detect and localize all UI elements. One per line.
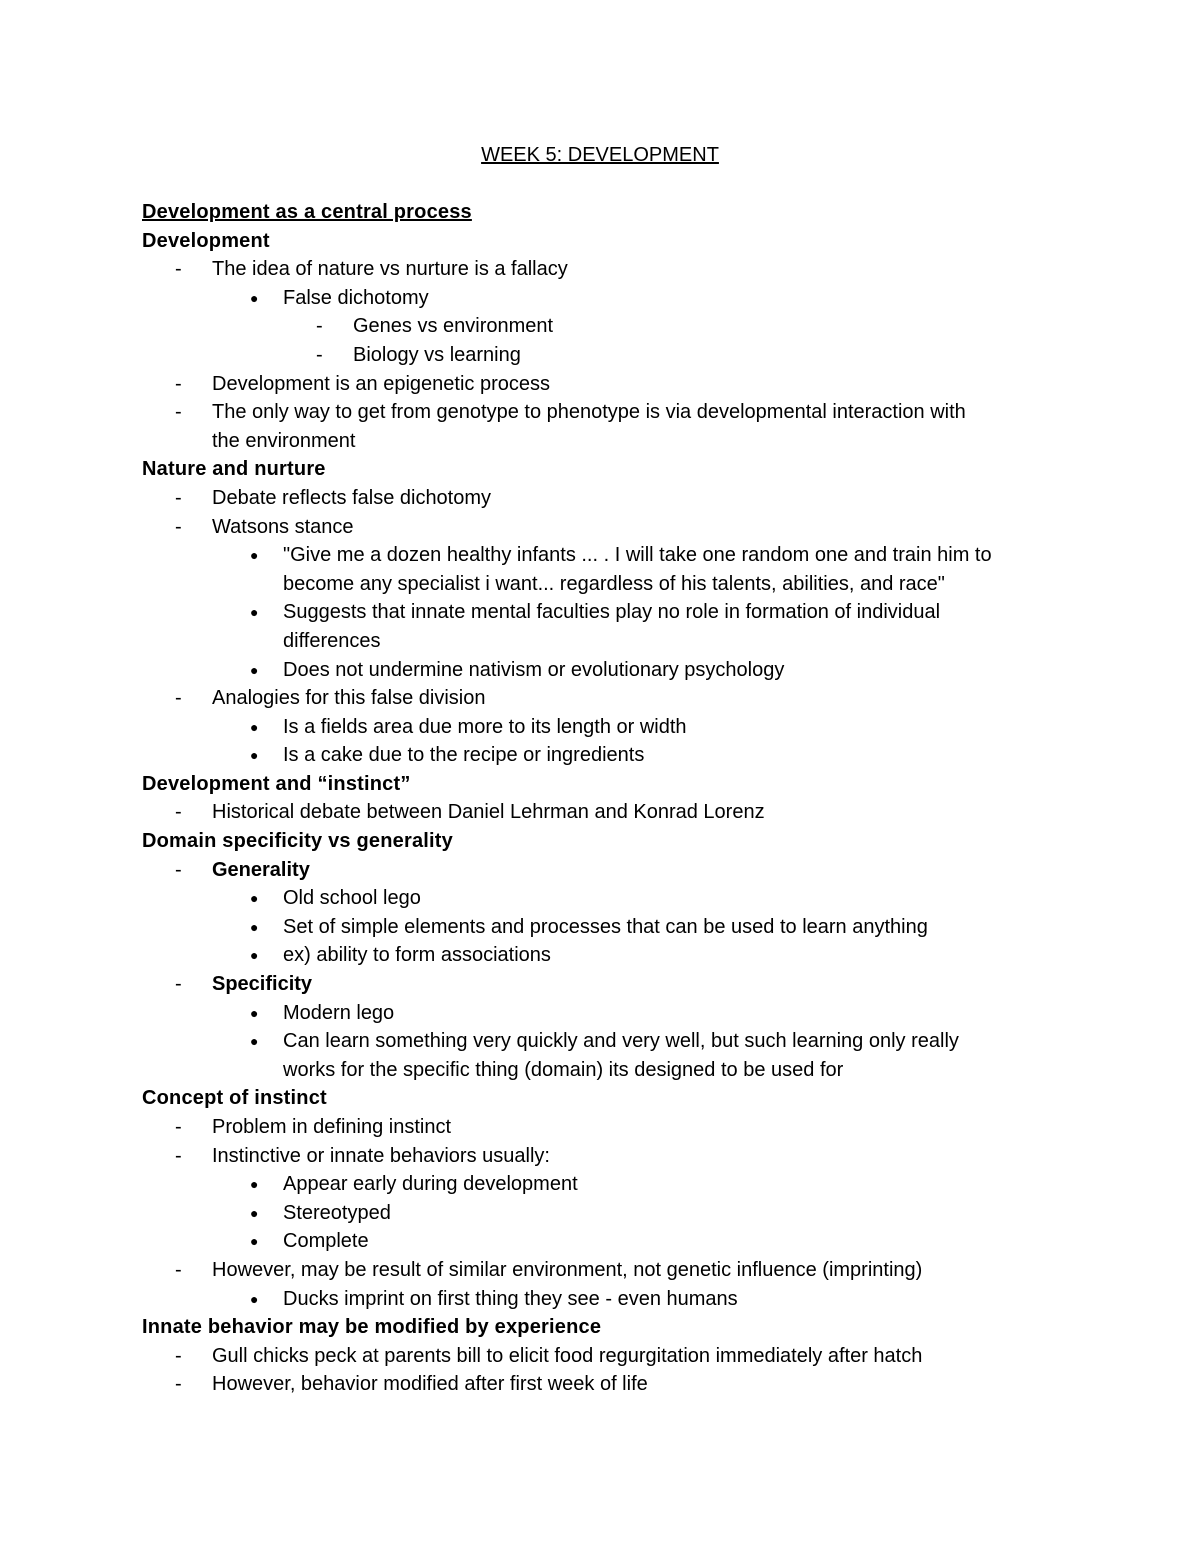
list-item xyxy=(142,1199,1062,1228)
section-heading: Development xyxy=(142,229,270,252)
list-item-text: Set of simple elements and processes that can be used to learn anything xyxy=(283,915,928,938)
list-item-text: "Give me a dozen healthy infants ... . I will take one random one and train him to xyxy=(283,544,992,567)
list-item xyxy=(142,1256,1062,1285)
bullet-icon: ● xyxy=(250,1233,259,1250)
list-item-text: Generality xyxy=(212,858,310,881)
dash-marker: - xyxy=(175,1116,182,1138)
list-item-text: Problem in defining instinct xyxy=(212,1116,452,1138)
bullet-icon: ● xyxy=(250,947,259,964)
list-item-text: Biology vs learning xyxy=(353,343,521,366)
list-item xyxy=(142,798,1062,827)
bullet-icon: ● xyxy=(250,289,259,306)
list-item xyxy=(142,913,1062,942)
section-heading: Nature and nurture xyxy=(142,458,326,481)
list-item xyxy=(142,541,1062,570)
dash-marker: - xyxy=(175,801,182,824)
bullet-icon: ● xyxy=(250,604,259,621)
bullet-icon: ● xyxy=(250,718,259,735)
dash-marker: - xyxy=(175,1258,182,1281)
dash-marker: - xyxy=(175,973,182,996)
list-item-continuation: works for the specific thing (domain) its designed to be used for xyxy=(283,1058,844,1081)
list-item-text: Historical debate between Daniel Lehrman and Konrad Lorenz xyxy=(212,801,765,824)
bullet-icon: ● xyxy=(250,918,259,935)
list-item-text: Old school lego xyxy=(283,887,421,910)
list-item xyxy=(142,1227,1062,1256)
bullet-icon: ● xyxy=(250,1290,259,1307)
bullet-icon: ● xyxy=(250,890,259,907)
bullet-icon: ● xyxy=(250,1176,259,1193)
list-item-text: Suggests that innate mental faculties play no role in formation of individual xyxy=(283,601,941,624)
list-item xyxy=(142,1170,1062,1199)
dash-marker: - xyxy=(175,258,182,281)
section-heading: Concept of instinct xyxy=(142,1087,327,1110)
list-item xyxy=(142,684,1062,713)
dash-marker: - xyxy=(175,687,182,710)
bullet-icon: ● xyxy=(250,1033,259,1050)
list-item-text: The idea of nature vs nurture is a fallacy xyxy=(212,258,568,281)
dash-marker: - xyxy=(175,1344,182,1367)
list-item-text: Debate reflects false dichotomy xyxy=(212,486,492,509)
list-item-text: Specificity xyxy=(212,973,313,996)
list-item-text: Development is an epigenetic process xyxy=(212,372,550,395)
dash-marker: - xyxy=(175,515,182,538)
list-item xyxy=(142,255,1062,284)
list-item xyxy=(142,1370,1062,1399)
dash-marker: - xyxy=(175,1373,182,1396)
list-item-text: Instinctive or innate behaviors usually: xyxy=(212,1144,550,1167)
list-item-text: Watsons stance xyxy=(212,515,354,538)
list-item xyxy=(142,999,1062,1028)
dash-marker: - xyxy=(175,858,182,881)
section-heading: Domain specificity vs generality xyxy=(142,830,453,853)
list-item-text: False dichotomy xyxy=(283,286,429,309)
list-item-text: ex) ability to form associations xyxy=(283,944,551,967)
list-item xyxy=(142,341,1062,370)
list-item xyxy=(142,1342,1062,1371)
list-item-text: Is a cake due to the recipe or ingredients xyxy=(283,744,645,767)
dash-marker: - xyxy=(316,315,323,338)
dash-marker: - xyxy=(175,401,182,424)
dash-marker: - xyxy=(175,1144,182,1167)
section-heading: Development as a central process xyxy=(142,201,472,223)
list-item xyxy=(142,741,1062,770)
list-item xyxy=(142,1027,1062,1056)
list-item-text: The only way to get from genotype to phenotype is via developmental interaction with xyxy=(212,401,966,424)
dash-marker: - xyxy=(316,343,323,366)
list-item-text: Can learn something very quickly and very well, but such learning only really xyxy=(283,1030,959,1053)
list-item-text: Gull chicks peck at parents bill to elicit food regurgitation immediately after hatch xyxy=(212,1344,923,1367)
list-item-text: However, may be result of similar environment, not genetic influence (imprinting) xyxy=(212,1258,923,1281)
list-item xyxy=(142,713,1062,742)
list-item xyxy=(142,284,1062,313)
bullet-icon: ● xyxy=(250,547,259,564)
list-item-text: Is a fields area due more to its length or width xyxy=(283,715,687,738)
list-item-text: Genes vs environment xyxy=(353,315,554,338)
list-item xyxy=(142,1142,1062,1171)
list-item xyxy=(142,1113,1062,1142)
list-item xyxy=(142,941,1062,970)
list-item-text: Modern lego xyxy=(283,1001,395,1024)
bullet-icon: ● xyxy=(250,1204,259,1221)
dash-marker: - xyxy=(175,486,182,509)
list-item-continuation: become any specialist i want... regardless of his talents, abilities, and race" xyxy=(283,572,945,595)
list-item xyxy=(142,484,1062,513)
bullet-icon: ● xyxy=(250,661,259,678)
bullet-icon: ● xyxy=(250,1004,259,1021)
document-title: WEEK 5: DEVELOPMENT xyxy=(481,144,719,166)
list-item xyxy=(142,1285,1062,1314)
section-heading: Development and “instinct” xyxy=(142,772,411,795)
list-item xyxy=(142,884,1062,913)
list-item-text: Stereotyped xyxy=(283,1201,391,1224)
list-item xyxy=(142,970,1062,999)
list-item xyxy=(142,856,1062,885)
dash-marker: - xyxy=(175,372,182,395)
list-item-text: Complete xyxy=(283,1230,369,1253)
bullet-icon: ● xyxy=(250,747,259,764)
list-item-text: Does not undermine nativism or evolutionary psychology xyxy=(283,658,785,681)
list-item-text: Ducks imprint on first thing they see - even humans xyxy=(283,1287,738,1310)
list-item xyxy=(142,598,1062,627)
list-item xyxy=(142,656,1062,685)
list-item-text: Analogies for this false division xyxy=(212,687,486,710)
list-item-text: Appear early during development xyxy=(283,1173,578,1196)
list-item-text: However, behavior modified after first week of life xyxy=(212,1373,648,1396)
list-item xyxy=(142,312,1062,341)
section-heading: Innate behavior may be modified by experience xyxy=(142,1316,602,1339)
list-item xyxy=(142,513,1062,542)
document-body xyxy=(142,198,1062,1399)
list-item-continuation: differences xyxy=(283,629,381,652)
list-item-continuation: the environment xyxy=(212,429,356,452)
list-item xyxy=(142,370,1062,399)
list-item xyxy=(142,398,1062,427)
